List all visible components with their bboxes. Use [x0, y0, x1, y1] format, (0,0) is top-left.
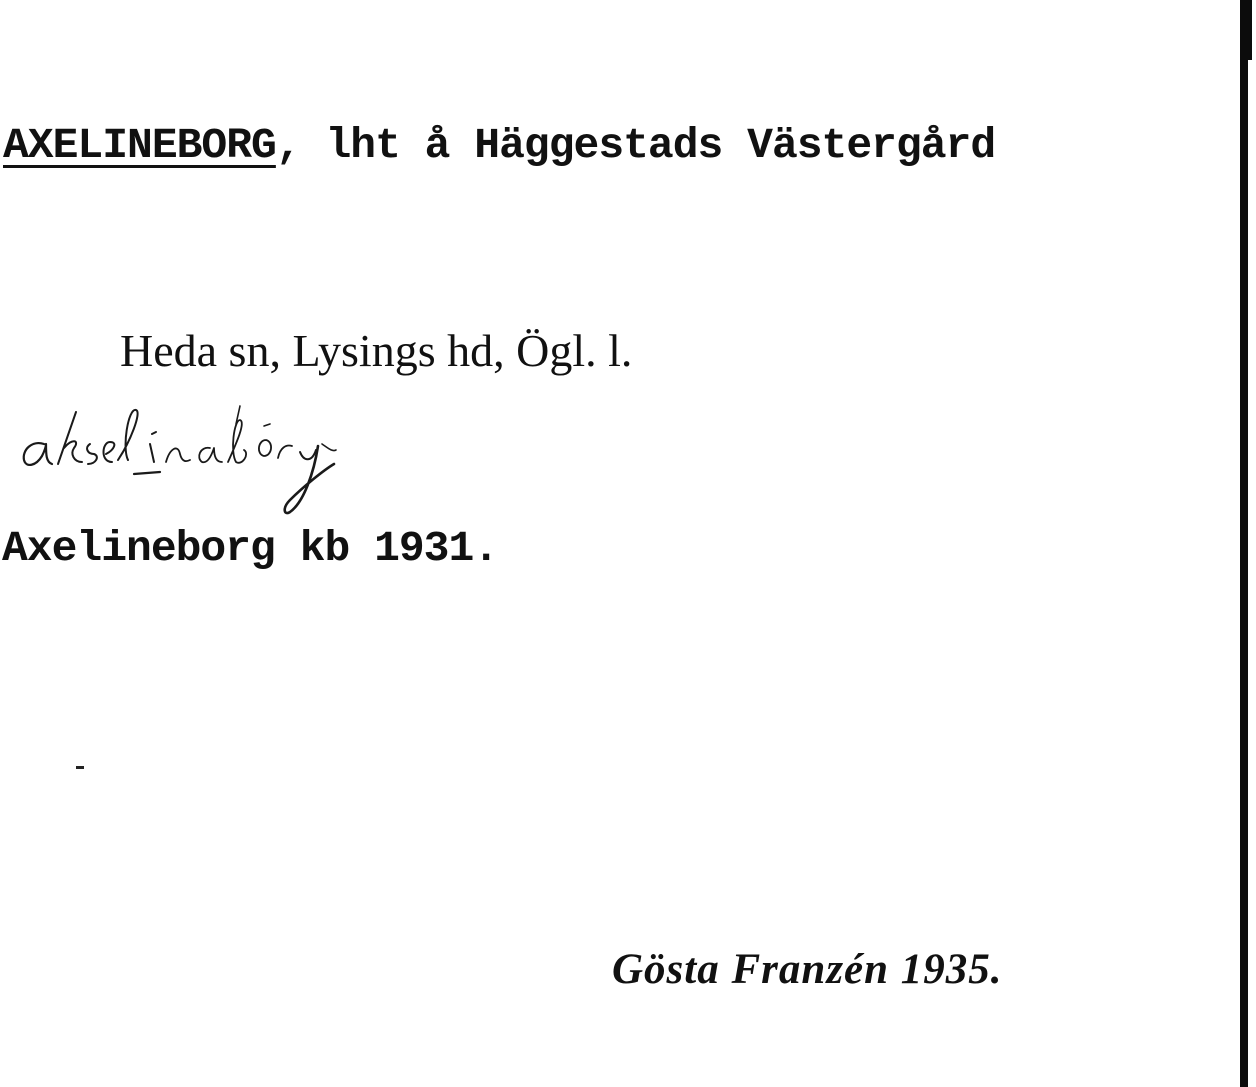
parish-location: Heda sn, Lysings hd, Ögl. l. — [120, 325, 633, 376]
author-signature: Gösta Franzén 1935. — [612, 946, 1003, 993]
card-edge — [1240, 0, 1248, 1087]
card-heading — [3, 121, 996, 170]
source-reference: Axelineborg kb 1931. — [2, 524, 499, 573]
card-edge-tick — [1248, 0, 1252, 60]
place-name-headword: AXELINEBORG — [3, 121, 276, 170]
handwritten-pronunciation-icon — [14, 392, 504, 524]
place-description: , lht å Häggestads Västergård — [275, 121, 996, 170]
ink-speck — [76, 766, 84, 769]
